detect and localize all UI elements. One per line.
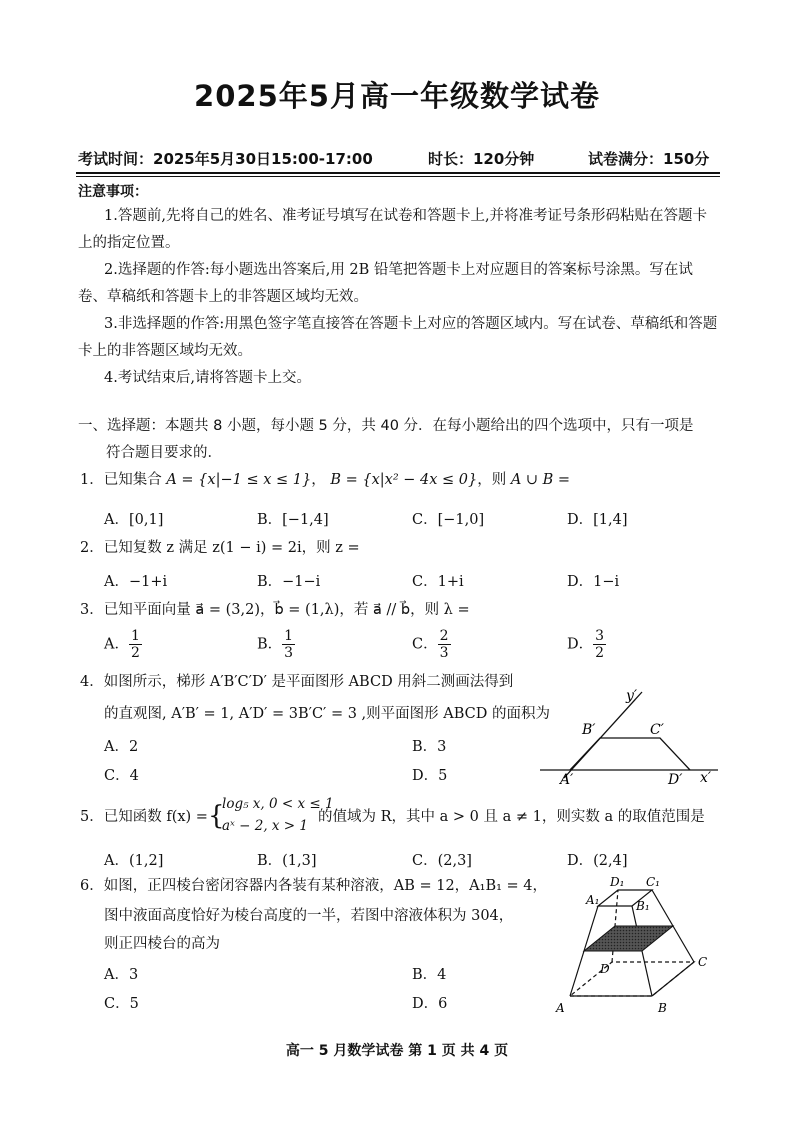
notice-item-2: 2.选择题的作答:每小题选出答案后,用 2B 铅笔把答题卡上对应题目的答案标号涂黑。写在试卷、草稿纸和答题卡上的非答题区域均无效。 <box>78 262 693 305</box>
question-text: 已知函数 f(x) = <box>103 809 208 825</box>
question-3 <box>80 600 470 620</box>
label-a-prime: A′ <box>560 772 574 788</box>
q5-option-b: B．(1,3] <box>257 853 317 869</box>
question-5-tail: 的值域为 R，其中 a > 0 且 a ≠ 1，则实数 a 的取值范围是 <box>318 809 705 825</box>
q3-option-d <box>567 628 606 661</box>
q3-option-a <box>104 628 142 661</box>
q1-option-b: B．[−1,4] <box>257 512 329 528</box>
union-expr: A ∪ B = <box>510 472 571 488</box>
case-1: log₅ x, 0 < x ≤ 1 <box>222 796 334 812</box>
q5-option-a: A．(1,2] <box>104 853 164 869</box>
fraction <box>438 628 451 661</box>
y-axis <box>564 692 642 778</box>
header-divider-top <box>76 172 720 174</box>
label-b-prime: B′ <box>582 722 596 738</box>
notice-item-1: 1.答题前,先将自己的姓名、准考证号填写在试卷和答题卡上,并将准考证号条形码粘贴在答题卡上的指定位置。 <box>78 208 708 251</box>
fraction-denominator: 3 <box>439 645 449 661</box>
question-number: 5． <box>80 809 104 825</box>
question-number: 1． <box>80 472 104 488</box>
label-c1: C₁ <box>646 875 660 889</box>
exam-duration: 时长：120分钟 <box>428 150 535 168</box>
q4-option-b: B．3 <box>412 739 447 755</box>
question-number: 3． <box>80 602 104 618</box>
frustum-figure <box>550 872 724 1018</box>
fraction-denominator: 2 <box>595 645 605 661</box>
fraction-numerator: 1 <box>284 628 294 644</box>
label-a: A <box>556 1001 565 1015</box>
q6-option-a: A．3 <box>104 967 139 983</box>
q2-option-c: C．1+i <box>412 574 464 590</box>
set-a: A = {x|−1 ≤ x ≤ 1} <box>166 472 312 488</box>
q1-option-c: C．[−1,0] <box>412 512 485 528</box>
question-text: 如图，正四棱台密闭容器内各装有某种溶液，AB = 12，A₁B₁ = 4， <box>103 878 548 894</box>
option-label: C． <box>412 636 438 653</box>
liquid-surface <box>584 926 673 951</box>
fraction-denominator: 2 <box>130 645 140 661</box>
question-6-line3: 则正四棱台的高为 <box>104 936 220 952</box>
question-number: 6． <box>80 878 104 894</box>
fraction <box>129 628 142 661</box>
set-b: B = {x|x² − 4x ≤ 0} <box>330 472 478 488</box>
question-text: 已知集合 <box>103 472 162 488</box>
q6-option-c: C．5 <box>104 996 139 1012</box>
notice-title: 注意事项： <box>78 184 148 200</box>
page-footer: 高一 5 月数学试卷 第 1 页 共 4 页 <box>285 1043 509 1059</box>
fraction-numerator: 1 <box>130 628 140 644</box>
q4-option-c: C．4 <box>104 768 139 784</box>
q2-option-b: B．−1−i <box>257 574 321 590</box>
q2-option-d: D．1−i <box>567 574 620 590</box>
label-d: D <box>600 962 610 976</box>
q1-option-d: D．[1,4] <box>567 512 628 528</box>
question-text: 已知复数 z 满足 z(1 − i) = 2i，则 z = <box>103 540 360 556</box>
fraction <box>593 628 606 661</box>
full-score: 试卷满分：150分 <box>588 150 710 168</box>
question-6-line2: 图中液面高度恰好为棱台高度的一半，若图中溶液体积为 304， <box>104 908 514 924</box>
brace-icon: { <box>208 801 225 831</box>
option-label: A． <box>104 636 129 653</box>
header-divider-bottom <box>76 176 720 177</box>
question-2 <box>80 538 360 558</box>
trapezoid <box>570 738 690 770</box>
q5-option-c: C．(2,3] <box>412 853 472 869</box>
q3-option-b <box>257 628 295 661</box>
question-4-line2: 的直观图, A′B′ = 1, A′D′ = 3B′C′ = 3 ,则平面图形 ABCD 的面积为 <box>104 706 550 722</box>
question-number: 2． <box>80 540 104 556</box>
notice-item-3: 3.非选择题的作答:用黑色签字笔直接答在答题卡上对应的答题区域内。写在试卷、草稿纸和答题卡上的非答题区域均无效。 <box>78 316 718 359</box>
q2-option-a: A．−1+i <box>104 574 168 590</box>
label-c-prime: C′ <box>650 722 664 738</box>
q4-option-a: A．2 <box>104 739 139 755</box>
piecewise-cases <box>222 793 334 837</box>
question-number: 4． <box>80 674 104 690</box>
fraction <box>282 628 295 661</box>
label-d1: D₁ <box>610 875 625 889</box>
q5-option-d: D．(2,4] <box>567 853 628 869</box>
question-text: 如图所示，梯形 A′B′C′D′ 是平面图形 ABCD 用斜二测画法得到 <box>103 674 514 690</box>
q4-option-d: D．5 <box>412 768 448 784</box>
frustum-base-back <box>570 962 694 996</box>
question-6 <box>80 876 547 896</box>
option-label: D． <box>567 636 594 653</box>
edge-bc <box>652 962 694 996</box>
question-text: ，则 <box>477 472 507 488</box>
label-b1: B₁ <box>636 899 650 913</box>
label-a1: A₁ <box>586 893 600 907</box>
label-c: C <box>698 955 708 969</box>
q1-option-a: A．[0,1] <box>104 512 164 528</box>
fraction-numerator: 2 <box>439 628 449 644</box>
q6-option-d: D．6 <box>412 996 448 1012</box>
label-b: B <box>658 1001 667 1015</box>
fraction-denominator: 3 <box>284 645 294 661</box>
trapezoid-figure <box>540 682 724 790</box>
case-2: aˣ − 2, x > 1 <box>222 818 309 834</box>
section-heading-line1: 一、选择题：本题共 8 小题，每小题 5 分，共 40 分．在每小题给出的四个选项中，只有一项是 <box>78 418 694 434</box>
q3-option-c <box>412 628 451 661</box>
page-title: 2025年5月高一年级数学试卷 <box>194 79 600 113</box>
question-text: 已知平面向量 a⃗ = (3,2)，b⃗ = (1,λ)，若 a⃗ // b⃗，则 λ = <box>103 602 470 618</box>
question-4 <box>80 672 513 692</box>
question-1: 1．已知集合 A = {x|−1 ≤ x ≤ 1}， B = {x|x² − 4x ≤ 0}，则 A ∪ B = <box>80 472 571 488</box>
option-label: B． <box>257 636 283 653</box>
section-heading-line2: 符合题目要求的． <box>106 445 222 461</box>
notice-item-4: 4.考试结束后,请将答题卡上交。 <box>104 370 311 386</box>
fraction-numerator: 3 <box>595 628 605 644</box>
q6-option-b: B．4 <box>412 967 447 983</box>
label-d-prime: D′ <box>668 772 683 788</box>
section-heading <box>78 413 726 467</box>
label-y-prime: y′ <box>626 688 638 704</box>
label-x-prime: x′ <box>700 770 712 786</box>
exam-time: 考试时间：2025年5月30日15:00-17:00 <box>78 150 373 168</box>
question-5 <box>80 807 208 827</box>
